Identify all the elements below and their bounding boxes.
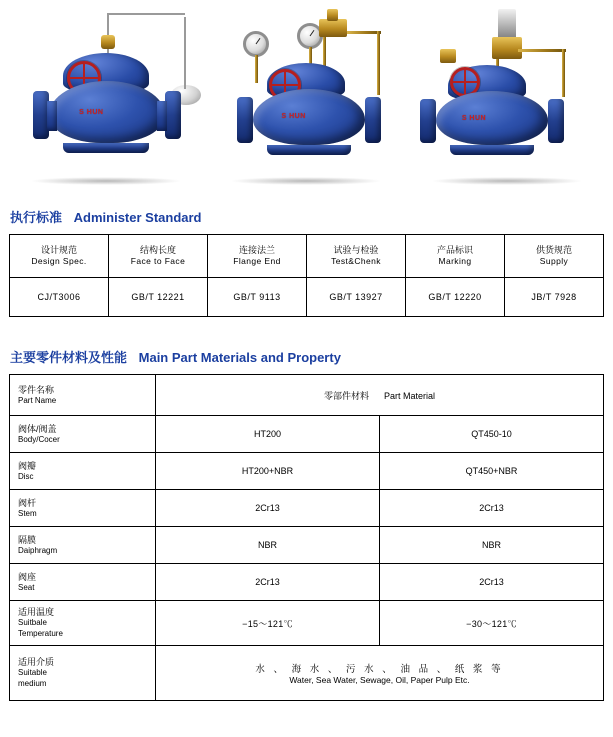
- flange-right: [165, 91, 181, 139]
- valve-body: [49, 81, 165, 143]
- header-cn: 产品标识: [436, 245, 473, 256]
- row-label-en: Stem: [18, 508, 37, 518]
- value-marking: GB/T 12220: [406, 278, 505, 317]
- row-label-suitable-temperature: [10, 601, 156, 646]
- row-label-cn: 适用介质: [18, 657, 55, 668]
- table-row: [10, 527, 604, 564]
- row-value-1: −15～121℃: [156, 601, 380, 646]
- value-flange-end: GB/T 9113: [208, 278, 307, 317]
- outlet-pipe: [157, 101, 167, 131]
- valve-body: [436, 91, 548, 145]
- table-row: [10, 416, 604, 453]
- medium-cn: 水 、 海 水 、 污 水 、 油 品 、 纸 浆 等: [255, 664, 504, 675]
- needle-fitting: [440, 49, 456, 63]
- header-cn: 设计规范: [40, 245, 77, 256]
- spring-cap: [498, 9, 516, 39]
- row-label-en: Daiphragm: [18, 545, 58, 555]
- row-label-en: Suitable medium: [18, 668, 47, 689]
- photo-shadow: [230, 177, 382, 185]
- flange-right: [365, 97, 381, 143]
- row-label-en: Seat: [18, 582, 35, 592]
- header-en: Part Material: [384, 390, 436, 401]
- row-value-1: NBR: [156, 527, 380, 564]
- column-header-part-material: [156, 375, 604, 416]
- float-drop-rod: [184, 17, 186, 89]
- row-value-1: HT200: [156, 416, 380, 453]
- valve-photo-pressure-relief-valve: [412, 5, 602, 185]
- row-value-2: −30～121℃: [380, 601, 604, 646]
- table-row: [10, 646, 604, 701]
- inlet-pipe: [47, 101, 57, 131]
- header-en: Design Spec.: [31, 256, 87, 267]
- row-label-cn: 隔膜: [18, 534, 37, 545]
- pressure-gauge-left: [243, 31, 269, 57]
- flange-left: [237, 97, 253, 143]
- row-value-1: HT200+NBR: [156, 453, 380, 490]
- pilot-tube-right: [562, 49, 565, 97]
- administer-standard-section: [0, 207, 613, 317]
- header-en: Supply: [539, 256, 569, 267]
- pilot-tube-across: [518, 49, 566, 52]
- row-label-cn: 适用温度: [18, 607, 55, 618]
- table-row: [10, 453, 604, 490]
- product-photo-strip: [0, 0, 613, 185]
- valve-body: [253, 89, 365, 145]
- row-label-disc: [10, 453, 156, 490]
- base-plate: [267, 145, 351, 155]
- valve-photo-float-control-valve: [11, 5, 201, 185]
- pilot-valve: [492, 37, 522, 59]
- value-supply: JB/T 7928: [505, 278, 604, 317]
- administer-standard-table: [9, 234, 604, 317]
- main-part-materials-heading: [10, 347, 613, 366]
- header-en: Part Name: [18, 395, 57, 405]
- header-cn: 结构长度: [139, 245, 176, 256]
- row-label-cn: 阀体/阀盖: [18, 423, 57, 434]
- table-header-row: [10, 375, 604, 416]
- row-value-1: 2Cr13: [156, 490, 380, 527]
- header-en: Test&Chenk: [331, 256, 381, 267]
- pilot-tube-across: [347, 31, 381, 34]
- body-brand-label: S HUN: [281, 113, 306, 120]
- value-design-spec: CJ/T3006: [10, 278, 109, 317]
- row-label-cn: 阀座: [18, 571, 37, 582]
- header-cn: 供货规范: [535, 245, 572, 256]
- column-header-test-check: [307, 235, 406, 278]
- row-label-diaphragm: [10, 527, 156, 564]
- row-value-2: 2Cr13: [380, 564, 604, 601]
- pilot-tube-right: [377, 31, 380, 95]
- header-cn: 零件名称: [18, 384, 55, 395]
- header-cn: 试验与检验: [333, 245, 379, 256]
- row-label-body-cover: [10, 416, 156, 453]
- flange-left: [420, 99, 436, 143]
- row-label-en: Disc: [18, 471, 34, 481]
- photo-shadow: [30, 177, 182, 185]
- table-header-row: [10, 235, 604, 278]
- row-value-2: QT450-10: [380, 416, 604, 453]
- table-row: [10, 564, 604, 601]
- value-face-to-face: GB/T 12221: [109, 278, 208, 317]
- column-header-face-to-face: [109, 235, 208, 278]
- heading-english: Main Part Materials and Property: [138, 350, 341, 365]
- flange-right: [548, 99, 564, 143]
- main-part-materials-table: [9, 374, 604, 701]
- column-header-supply: [505, 235, 604, 278]
- heading-chinese: 主要零件材料及性能: [10, 350, 128, 365]
- row-label-seat: [10, 564, 156, 601]
- row-value-2: NBR: [380, 527, 604, 564]
- column-header-design-spec: [10, 235, 109, 278]
- pilot-valve: [319, 19, 347, 37]
- base-plate: [450, 145, 534, 155]
- column-header-flange-end: [208, 235, 307, 278]
- column-header-marking: [406, 235, 505, 278]
- photo-shadow: [431, 177, 583, 185]
- header-en: Marking: [438, 256, 472, 267]
- valve-photo-pressure-reducing-valve: [211, 5, 401, 185]
- row-label-cn: 阀瓣: [18, 460, 37, 471]
- row-label-suitable-medium: [10, 646, 156, 701]
- float-arm-horizontal: [107, 13, 185, 15]
- row-value-2: 2Cr13: [380, 490, 604, 527]
- column-header-part-name: [10, 375, 156, 416]
- heading-english: Administer Standard: [73, 210, 202, 225]
- header-cn: 零部件材料: [323, 390, 369, 401]
- table-row: [10, 601, 604, 646]
- row-label-en: Suitbale Temperature: [18, 618, 63, 639]
- header-cn: 连接法兰: [238, 245, 275, 256]
- heading-chinese: 执行标准: [10, 210, 63, 225]
- medium-en: Water, Sea Water, Sewage, Oil, Paper Pulp Etc.: [289, 675, 470, 685]
- value-test-check: GB/T 13927: [307, 278, 406, 317]
- administer-standard-heading: [10, 207, 613, 226]
- body-brand-label: S HUN: [79, 109, 104, 116]
- main-part-materials-section: [0, 347, 613, 701]
- row-value-2: QT450+NBR: [380, 453, 604, 490]
- pilot-adjust-screw: [327, 9, 338, 21]
- row-label-cn: 阀杆: [18, 497, 37, 508]
- pilot-fitting: [101, 35, 115, 49]
- row-value-medium: [156, 646, 604, 701]
- row-label-en: Body/Cocer: [18, 434, 60, 444]
- body-brand-label: S HUN: [461, 115, 487, 122]
- row-value-1: 2Cr13: [156, 564, 380, 601]
- gauge-tube-left: [255, 55, 258, 83]
- header-en: Face to Face: [130, 256, 186, 267]
- base-plate: [63, 143, 149, 153]
- header-en: Flange End: [233, 256, 281, 267]
- table-row: [10, 490, 604, 527]
- row-label-stem: [10, 490, 156, 527]
- table-row: [10, 278, 604, 317]
